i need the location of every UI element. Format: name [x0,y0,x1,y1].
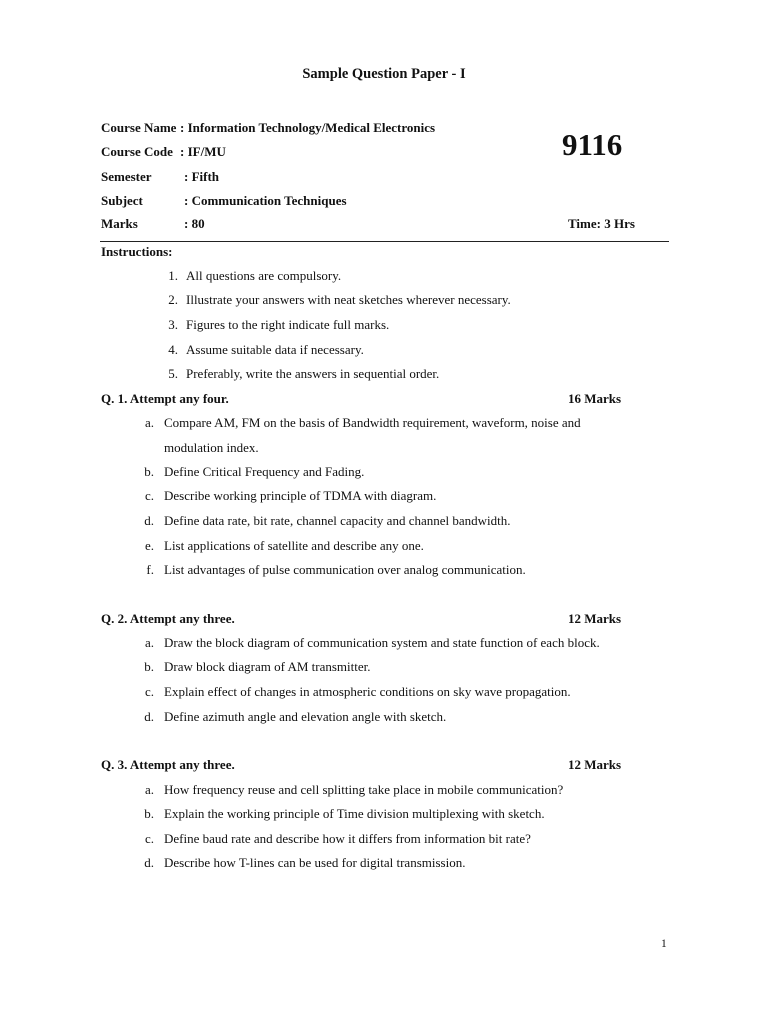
document-title: Sample Question Paper - I [302,66,466,82]
option-text: List applications of satellite and describe any one. [164,538,424,553]
option-text: Describe how T-lines can be used for digital transmission. [164,855,466,870]
question-2-marks: 12 Marks [568,611,622,626]
instruction-number: 5. [168,366,178,381]
question-3-marks: 12 Marks [568,757,622,772]
option-text-continued: modulation index. [164,440,259,455]
option-text: Define azimuth angle and elevation angle with sketch. [164,709,447,724]
page-number: 1 [661,938,667,950]
option-letter: c. [144,488,154,503]
instruction-text: Preferably, write the answers in sequential order. [186,366,440,381]
option-letter: a. [144,635,154,650]
option-text: How frequency reuse and cell splitting take place in mobile communication? [164,782,564,797]
instruction-text: All questions are compulsory. [186,268,342,283]
option-letter: a. [144,415,154,430]
question-3-title: Q. 3. Attempt any three. [101,757,235,772]
option-letter: a. [144,782,154,797]
subject-code-number: 9116 [562,127,623,162]
course-name-value: : Information Technology/Medical Electronics [180,120,436,135]
subject-label: Subject [101,193,143,208]
time-duration: Time: 3 Hrs [568,216,635,231]
option-text: Define baud rate and describe how it differs from information bit rate? [164,831,531,846]
option-text: Define data rate, bit rate, channel capacity and channel bandwidth. [164,513,511,528]
instructions-heading: Instructions: [101,244,173,259]
instruction-text: Assume suitable data if necessary. [186,342,364,357]
option-text: Draw the block diagram of communication system and state function of each block. [164,635,600,650]
option-text: Explain the working principle of Time division multiplexing with sketch. [164,806,545,821]
option-letter: b. [144,659,154,674]
option-text: Draw block diagram of AM transmitter. [164,659,371,674]
subject-value: : Communication Techniques [184,193,347,208]
option-letter: c. [144,831,154,846]
question-1-marks: 16 Marks [568,391,622,406]
semester-label: Semester [101,169,152,184]
marks-value: : 80 [184,216,205,231]
option-letter: f. [146,562,154,577]
option-letter: d. [144,513,154,528]
option-letter: d. [144,855,154,870]
option-text: Compare AM, FM on the basis of Bandwidth requirement, waveform, noise and [164,415,581,430]
marks-label: Marks [101,216,138,231]
instruction-text: Figures to the right indicate full marks. [186,317,390,332]
option-letter: d. [144,709,154,724]
course-code-value: : IF/MU [180,144,226,159]
option-letter: e. [144,538,154,553]
option-letter: b. [144,464,154,479]
instruction-text: Illustrate your answers with neat sketches wherever necessary. [186,292,511,307]
instruction-number: 2. [168,292,178,307]
header-divider [100,241,669,242]
option-text: Explain effect of changes in atmospheric conditions on sky wave propagation. [164,684,571,699]
option-letter: c. [144,684,154,699]
option-text: Define Critical Frequency and Fading. [164,464,365,479]
question-1-title: Q. 1. Attempt any four. [101,391,229,406]
instruction-number: 3. [168,317,178,332]
option-letter: b. [144,806,154,821]
course-name-label: Course Name [101,120,177,135]
instruction-number: 4. [168,342,178,357]
semester-value: : Fifth [184,169,220,184]
course-code-label: Course Code [101,144,173,159]
option-text: List advantages of pulse communication over analog communication. [164,562,526,577]
instruction-number: 1. [168,268,178,283]
option-text: Describe working principle of TDMA with diagram. [164,488,437,503]
question-2-title: Q. 2. Attempt any three. [101,611,235,626]
